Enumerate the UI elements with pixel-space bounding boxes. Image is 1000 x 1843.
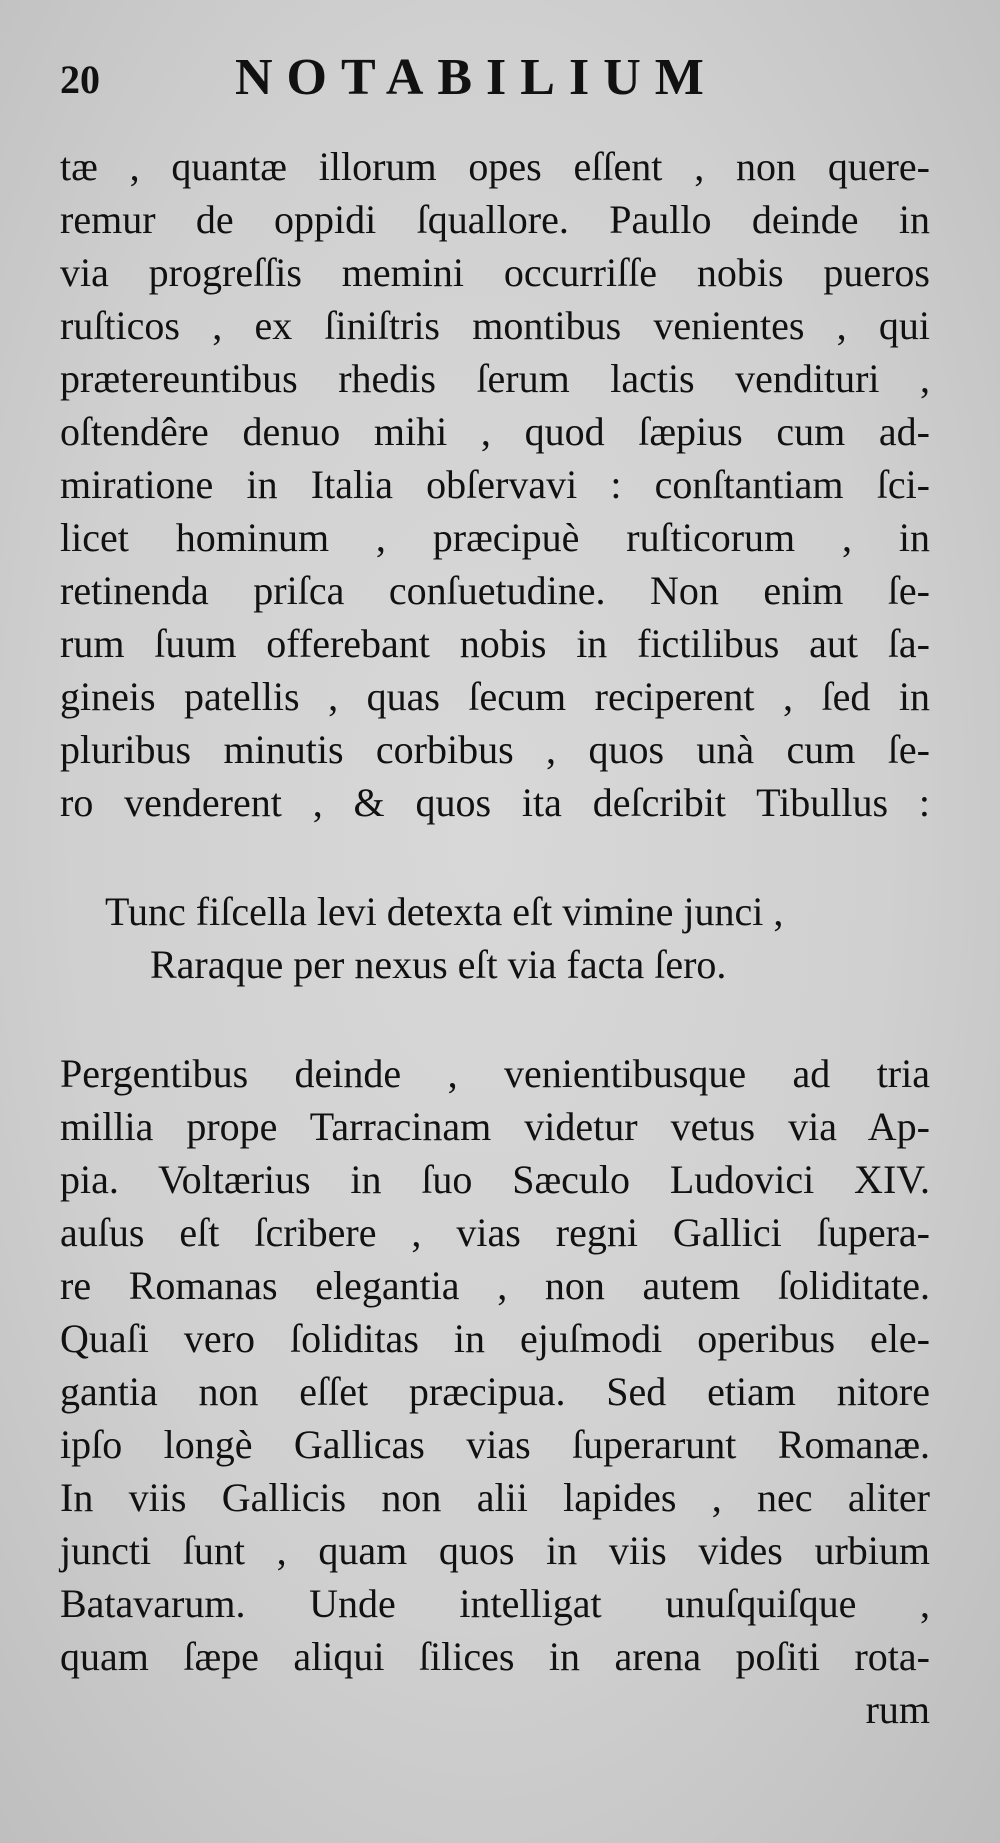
- text-line: quam ſæpe aliqui ſilices in arena poſiti rota-: [60, 1634, 930, 1679]
- text-line: pia. Voltærius in ſuo Sæculo Ludovici XIV.: [60, 1157, 930, 1202]
- text-line: prætereuntibus rhedis ſerum lactis vendituri ,: [60, 356, 930, 401]
- text-line: miratione in Italia obſervavi : conſtantiam ſci-: [60, 462, 930, 507]
- text-line: tæ , quantæ illorum opes eſſent , non quere-: [60, 144, 930, 189]
- text-line: juncti ſunt , quam quos in viis vides urbium: [60, 1528, 930, 1573]
- page-body: [60, 140, 930, 1736]
- text-line: via progreſſis memini occurriſſe nobis pueros: [60, 250, 930, 295]
- text-line: remur de oppidi ſquallore. Paullo deinde in: [60, 197, 930, 242]
- catchword: rum: [865, 1687, 930, 1732]
- text-line: ruſticos , ex ſiniſtris montibus venientes , qui: [60, 303, 930, 348]
- page-header: [60, 48, 940, 108]
- paragraph-2: [60, 1047, 930, 1736]
- text-line: rum ſuum offerebant nobis in fictilibus aut ſa-: [60, 621, 930, 666]
- text-line: Quaſi vero ſoliditas in ejuſmodi operibus ele-: [60, 1316, 930, 1361]
- text-line: ro venderent , & quos ita deſcribit Tibullus :: [60, 780, 930, 825]
- text-line: licet hominum , præcipuè ruſticorum , in: [60, 515, 930, 560]
- text-line: auſus eſt ſcribere , vias regni Gallici ſupera-: [60, 1210, 930, 1255]
- text-line: retinenda priſca conſuetudine. Non enim ſe-: [60, 568, 930, 613]
- text-line: Batavarum. Unde intelligat unuſquiſque ,: [60, 1581, 930, 1626]
- running-head: NOTABILIUM: [235, 49, 718, 106]
- text-line: re Romanas elegantia , non autem ſoliditate.: [60, 1263, 930, 1308]
- text-line: ipſo longè Gallicas vias ſuperarunt Romanæ.: [60, 1422, 930, 1467]
- text-line: In viis Gallicis non alii lapides , nec aliter: [60, 1475, 930, 1520]
- text-line: gineis patellis , quas ſecum reciperent , ſed in: [60, 674, 930, 719]
- paragraph-1: [60, 140, 930, 829]
- verse-line: Tunc fiſcella levi detexta eſt vimine junci ,: [105, 889, 784, 934]
- text-line: oſtendêre denuo mihi , quod ſæpius cum ad-: [60, 409, 930, 454]
- text-line: millia prope Tarracinam videtur vetus via Ap-: [60, 1104, 930, 1149]
- text-line: pluribus minutis corbibus , quos unà cum ſe-: [60, 727, 930, 772]
- verse-line: Raraque per nexus eſt via facta ſero.: [150, 942, 727, 987]
- text-line: gantia non eſſet præcipua. Sed etiam nitore: [60, 1369, 930, 1414]
- text-line: Pergentibus deinde , venientibusque ad tria: [60, 1051, 930, 1096]
- page-number: 20: [60, 57, 100, 102]
- verse-quotation: [60, 885, 930, 991]
